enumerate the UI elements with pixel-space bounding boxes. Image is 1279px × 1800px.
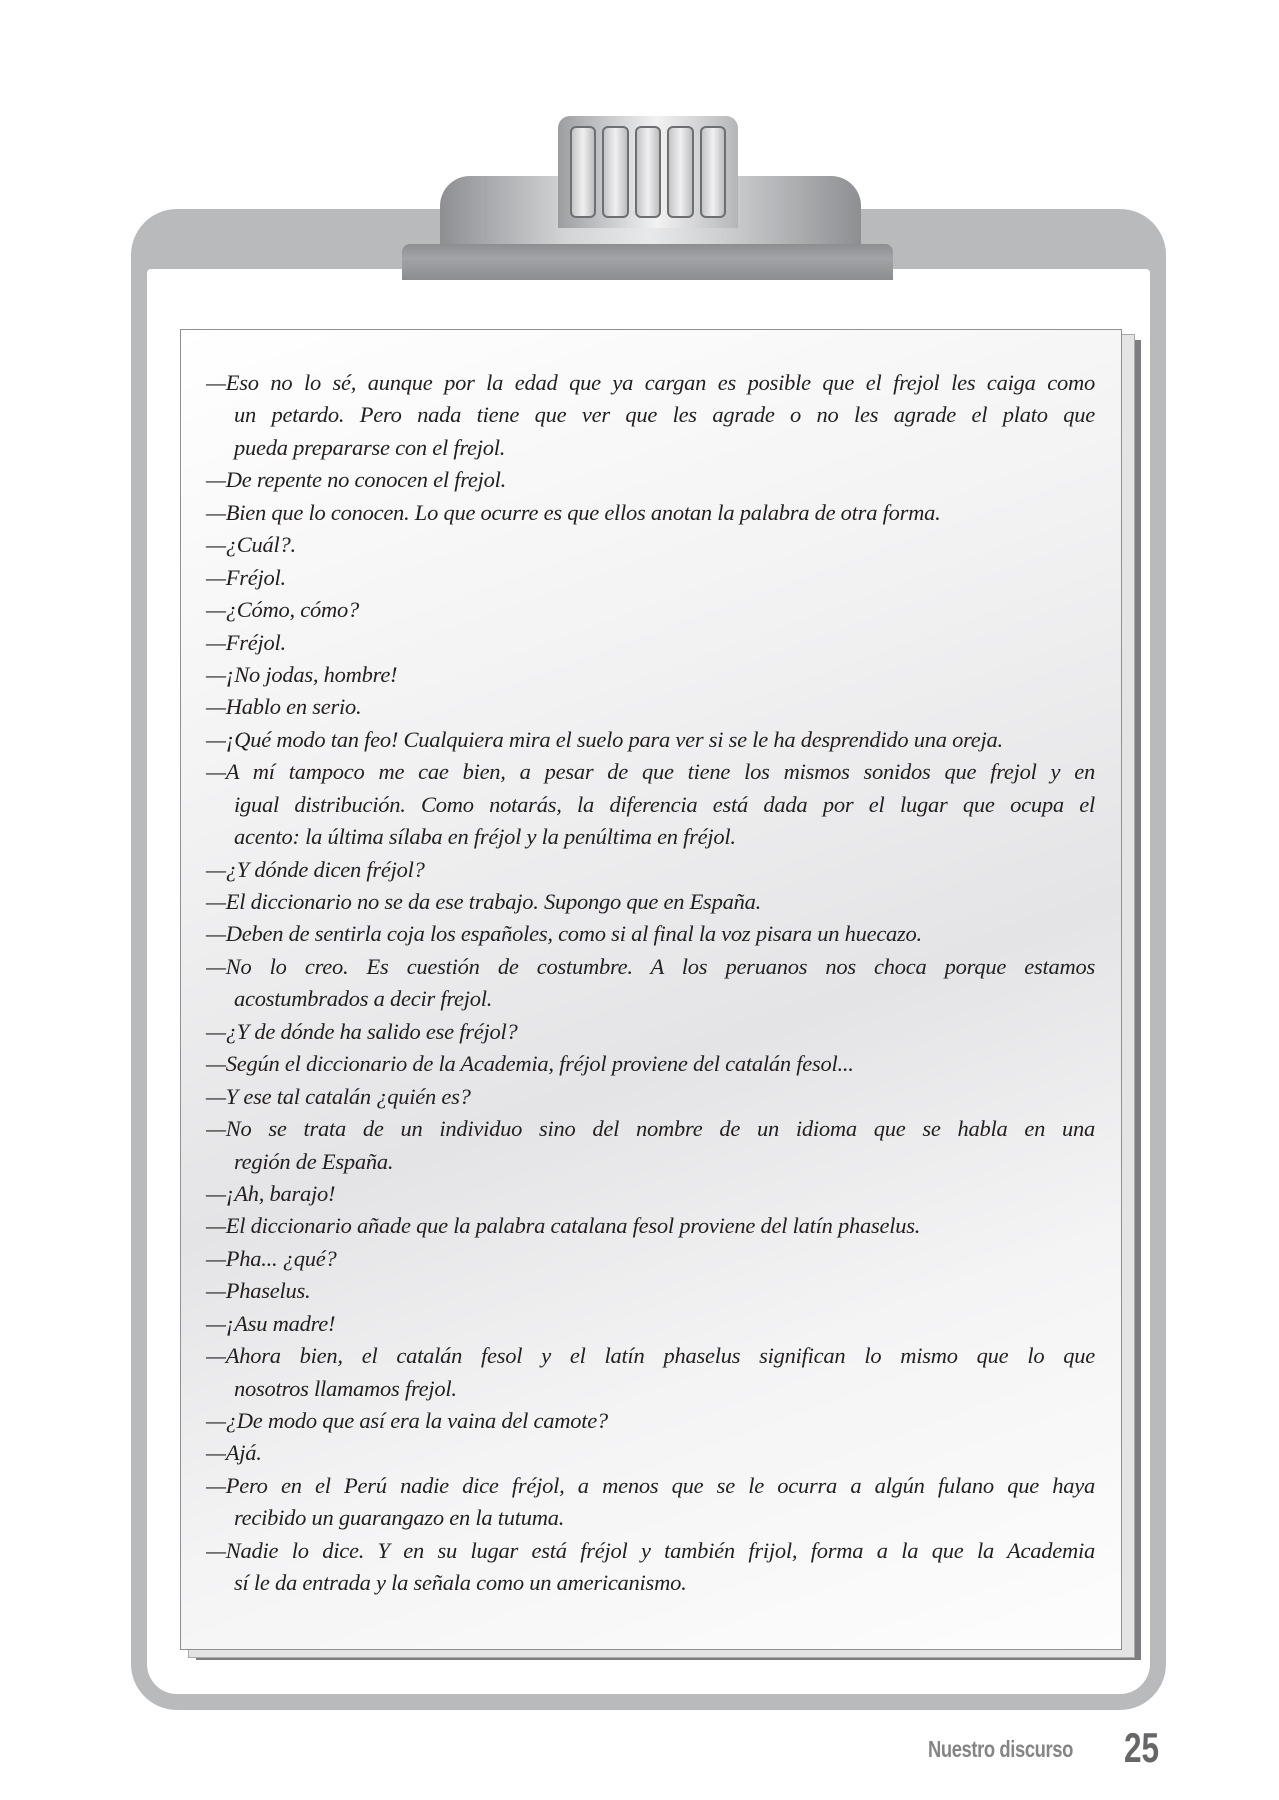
dialogue-line: —Bien que lo conocen. Lo que ocurre es que ellos anotan la palabra de otra forma. bbox=[206, 499, 941, 525]
dialogue-paragraph bbox=[206, 691, 1095, 723]
dialogue-line: —¡Asu madre! bbox=[206, 1310, 336, 1336]
dialogue-paragraph bbox=[206, 464, 1095, 496]
dialogue-paragraph bbox=[206, 367, 1095, 464]
dialogue-paragraph bbox=[206, 724, 1095, 756]
dialogue-line: —A mí tampoco me cae bien, a pesar de que tiene los mismos sonidos que frejol y en bbox=[206, 759, 1095, 785]
dialogue-line: —Según el diccionario de la Academia, fréjol proviene del catalán fesol... bbox=[206, 1051, 854, 1077]
dialogue-line: —Deben de sentirla coja los españoles, como si al final la voz pisara un huecazo. bbox=[206, 921, 922, 947]
clip-ridge bbox=[667, 126, 693, 218]
dialogue-paragraph bbox=[206, 1243, 1095, 1275]
clipboard-clip-ridges bbox=[570, 126, 726, 218]
dialogue-paragraph bbox=[206, 1340, 1095, 1405]
dialogue-line: —Pha... ¿qué? bbox=[206, 1245, 337, 1271]
dialogue-line: acostumbrados a decir frejol. bbox=[234, 986, 493, 1012]
dialogue-paragraph bbox=[206, 1210, 1095, 1242]
clip-ridge bbox=[700, 126, 726, 218]
dialogue-paragraph bbox=[206, 1081, 1095, 1113]
dialogue-line: sí le da entrada y la señala como un americanismo. bbox=[234, 1570, 687, 1596]
dialogue-line: —Hablo en serio. bbox=[206, 694, 362, 720]
dialogue-paragraph bbox=[206, 1178, 1095, 1210]
dialogue-line: —Ahora bien, el catalán fesol y el latín phaselus significan lo mismo que lo que bbox=[206, 1343, 1095, 1369]
dialogue-paragraph bbox=[206, 1048, 1095, 1080]
dialogue-paragraph bbox=[206, 627, 1095, 659]
dialogue-line: —Pero en el Perú nadie dice fréjol, a menos que se le ocurra a algún fulano que haya bbox=[206, 1472, 1095, 1498]
dialogue-paragraph bbox=[206, 1113, 1095, 1178]
dialogue-line: nosotros llamamos frejol. bbox=[234, 1375, 457, 1401]
dialogue-line: —Phaselus. bbox=[206, 1278, 311, 1304]
dialogue-line: pueda prepararse con el frejol. bbox=[234, 434, 506, 460]
dialogue-line: —¿Y dónde dicen fréjol? bbox=[206, 856, 425, 882]
dialogue-line: —¡Ah, barajo! bbox=[206, 1180, 336, 1206]
dialogue-paragraph bbox=[206, 1405, 1095, 1437]
dialogue-line: —Eso no lo sé, aunque por la edad que ya cargan es posible que el frejol les caiga como bbox=[206, 370, 1095, 395]
dialogue-line: —¡No jodas, hombre! bbox=[206, 661, 398, 687]
dialogue-paragraph bbox=[206, 1275, 1095, 1307]
dialogue-line: —El diccionario añade que la palabra catalana fesol proviene del latín phaselus. bbox=[206, 1213, 921, 1239]
dialogue-paragraph bbox=[206, 1437, 1095, 1469]
clipboard-clip-base bbox=[402, 244, 893, 280]
dialogue-line: —Fréjol. bbox=[206, 629, 286, 655]
dialogue-paragraph bbox=[206, 659, 1095, 691]
dialogue-paragraph bbox=[206, 951, 1095, 1016]
dialogue-line: —¿Cuál?. bbox=[206, 532, 296, 558]
dialogue-text bbox=[206, 367, 1095, 1600]
dialogue-paragraph bbox=[206, 529, 1095, 561]
dialogue-paragraph bbox=[206, 886, 1095, 918]
dialogue-line: igual distribución. Como notarás, la diferencia está dada por el lugar que ocupa el bbox=[234, 791, 1095, 817]
dialogue-paragraph bbox=[206, 497, 1095, 529]
clip-ridge bbox=[570, 126, 596, 218]
dialogue-line: —Fréjol. bbox=[206, 564, 286, 590]
dialogue-paragraph bbox=[206, 854, 1095, 886]
dialogue-line: región de España. bbox=[234, 1148, 394, 1174]
dialogue-line: —Ajá. bbox=[206, 1440, 262, 1466]
dialogue-line: —No se trata de un individuo sino del nombre de un idioma que se habla en una bbox=[206, 1116, 1095, 1142]
dialogue-line: —¿De modo que así era la vaina del camote? bbox=[206, 1408, 608, 1433]
dialogue-line: —De repente no conocen el frejol. bbox=[206, 467, 506, 493]
dialogue-line: recibido un guarangazo en la tutuma. bbox=[234, 1505, 565, 1531]
dialogue-paragraph bbox=[206, 1535, 1095, 1600]
dialogue-line: —El diccionario no se da ese trabajo. Supongo que en España. bbox=[206, 889, 761, 914]
dialogue-line: —Nadie lo dice. Y en su lugar está fréjol y también frijol, forma a la que la Academia bbox=[206, 1537, 1095, 1563]
dialogue-line: —¡Qué modo tan feo! Cualquiera mira el suelo para ver si se le ha desprendido una oreja. bbox=[206, 726, 1003, 752]
dialogue-line: —Y ese tal catalán ¿quién es? bbox=[206, 1083, 471, 1109]
clip-ridge bbox=[635, 126, 661, 218]
dialogue-line: —No lo creo. Es cuestión de costumbre. A los peruanos nos choca porque estamos bbox=[206, 953, 1095, 979]
clip-ridge bbox=[602, 126, 628, 218]
dialogue-line: —¿Cómo, cómo? bbox=[206, 597, 359, 623]
page-number: 25 bbox=[1124, 1724, 1160, 1771]
dialogue-paragraph bbox=[206, 1308, 1095, 1340]
footer-section-title: Nuestro discurso bbox=[928, 1736, 1073, 1762]
dialogue-paragraph bbox=[206, 756, 1095, 853]
dialogue-paragraph bbox=[206, 1016, 1095, 1048]
dialogue-line: acento: la última sílaba en fréjol y la penúltima en fréjol. bbox=[234, 824, 736, 850]
dialogue-paragraph bbox=[206, 918, 1095, 950]
dialogue-paragraph bbox=[206, 562, 1095, 594]
dialogue-line: —¿Y de dónde ha salido ese fréjol? bbox=[206, 1018, 518, 1044]
dialogue-paragraph bbox=[206, 1470, 1095, 1535]
dialogue-paragraph bbox=[206, 594, 1095, 626]
dialogue-line: un petardo. Pero nada tiene que ver que les agrade o no les agrade el plato que bbox=[234, 402, 1095, 428]
